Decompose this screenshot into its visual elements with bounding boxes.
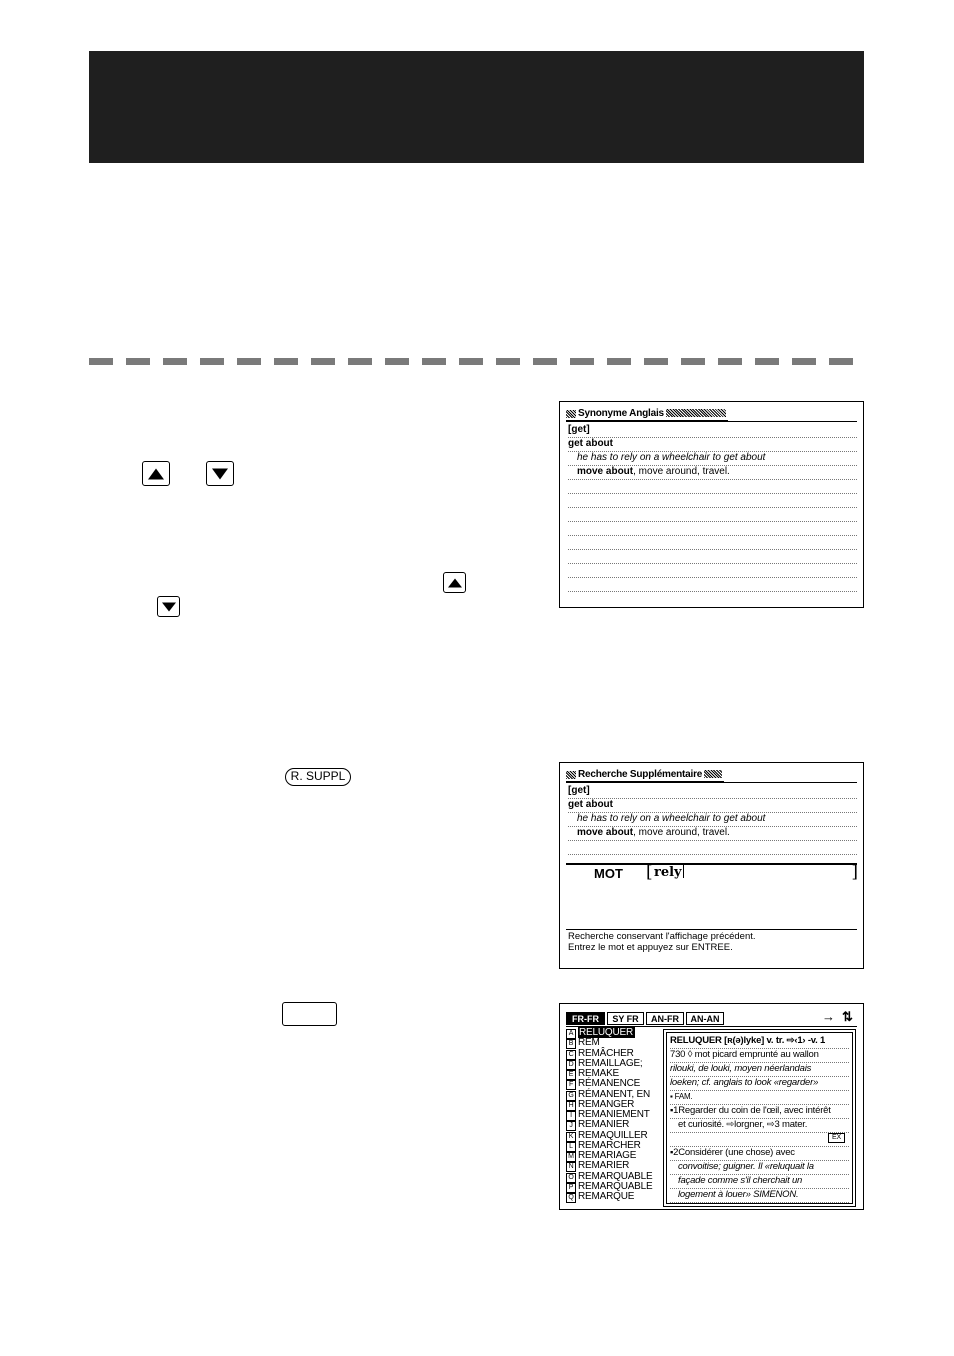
list-item[interactable]: L REMARCHER — [566, 1141, 662, 1151]
status-message-2: Entrez le mot et appuyez sur ENTREE. — [568, 942, 733, 953]
down-arrow-key-icon — [157, 596, 180, 617]
text-cursor — [683, 865, 684, 878]
screen-recherche-supplementaire — [559, 762, 864, 969]
blank-key-icon — [282, 1002, 337, 1026]
arrow-updown-icon: ⇅ — [842, 1009, 853, 1024]
list-item[interactable]: E REMAKE — [566, 1069, 662, 1079]
entry-headword: [get] — [568, 423, 857, 438]
definition-line: et curiosité. ⇨lorgner, ⇨3 mater. — [670, 1118, 849, 1133]
definition-line: logement à louer» SIMENON. — [670, 1188, 849, 1203]
list-item[interactable]: H REMANGER — [566, 1100, 662, 1110]
definition-line: ▪1Regarder du coin de l'œil, avec intérêt — [670, 1104, 849, 1119]
list-item[interactable]: N REMARIER — [566, 1161, 662, 1171]
entry-phrase: get about — [568, 437, 857, 452]
definition-line: convoitise; guigner. Il «reluquait la — [670, 1160, 849, 1175]
mot-input-value: rely — [654, 865, 682, 880]
list-item[interactable]: K REMAQUILLER — [566, 1131, 662, 1141]
entry-phrase: get about — [568, 798, 857, 813]
arrow-right-icon: → — [822, 1009, 835, 1024]
definition-line: ▪ FAM. — [670, 1090, 849, 1105]
tab-an-fr[interactable]: AN-FR — [646, 1012, 684, 1025]
entry-synonyms: move about, move around, travel. — [568, 465, 857, 480]
r-suppl-key: R. SUPPL — [285, 768, 351, 786]
screen-title: Synonyme Anglais — [566, 408, 728, 421]
word-list — [566, 1028, 662, 1202]
list-item[interactable]: P REMARQUABLE — [566, 1182, 662, 1192]
list-item[interactable]: B REM — [566, 1038, 662, 1048]
definition-panel — [663, 1029, 856, 1207]
list-item[interactable]: A RELUQUER — [566, 1028, 662, 1038]
definition-line: 730 ◊ mot picard emprunté au wallon — [670, 1048, 849, 1063]
list-item[interactable]: O REMARQUABLE — [566, 1172, 662, 1182]
definition-line: loeken; cf. anglais to look «regarder» — [670, 1076, 849, 1091]
list-item[interactable]: G RÉMANENT, EN — [566, 1090, 662, 1100]
screen-dictionary-fr-fr — [559, 1003, 864, 1210]
list-item[interactable]: C REMÂCHER — [566, 1049, 662, 1059]
dashed-separator — [89, 358, 864, 365]
screen-synonyme-anglais — [559, 401, 864, 608]
entry-example: he has to rely on a wheelchair to get about — [568, 812, 857, 827]
list-item[interactable]: M REMARIAGE — [566, 1151, 662, 1161]
definition-line: rilouki, de louki, moyen néerlandais — [670, 1062, 849, 1077]
mot-label: MOT — [594, 866, 623, 881]
status-message-1: Recherche conservant l'affichage précédent. — [568, 931, 756, 942]
list-item[interactable]: F RÉMANENCE — [566, 1079, 662, 1089]
list-item[interactable]: J REMANIER — [566, 1120, 662, 1130]
screen-title: Recherche Supplémentaire — [566, 769, 724, 782]
down-arrow-key-icon — [206, 461, 234, 486]
entry-headword: [get] — [568, 784, 857, 799]
list-item[interactable]: I REMANIEMENT — [566, 1110, 662, 1120]
header-bar — [89, 51, 864, 163]
up-arrow-key-icon — [443, 572, 466, 593]
tab-an-an[interactable]: AN-AN — [686, 1012, 724, 1025]
definition-line — [670, 1132, 849, 1147]
mot-input[interactable]: [ rely ] — [646, 862, 858, 882]
tab-fr-fr[interactable]: FR-FR — [566, 1012, 605, 1025]
tab-sy-fr[interactable]: SY FR — [607, 1012, 644, 1025]
list-item[interactable]: D REMAILLAGE; — [566, 1059, 662, 1069]
list-item[interactable]: Q REMARQUE — [566, 1192, 662, 1202]
example-button[interactable]: EX — [828, 1133, 845, 1143]
up-arrow-key-icon — [142, 461, 170, 486]
definition-line: ▪2Considérer (une chose) avec — [670, 1146, 849, 1161]
entry-example: he has to rely on a wheelchair to get about — [568, 451, 857, 466]
entry-synonyms: move about, move around, travel. — [568, 826, 857, 841]
definition-line: RELUQUER [ʀ(ə)lyke] v. tr. ⇨‹1› -v. 1 — [670, 1034, 849, 1049]
definition-line: façade comme s'il cherchait un — [670, 1174, 849, 1189]
